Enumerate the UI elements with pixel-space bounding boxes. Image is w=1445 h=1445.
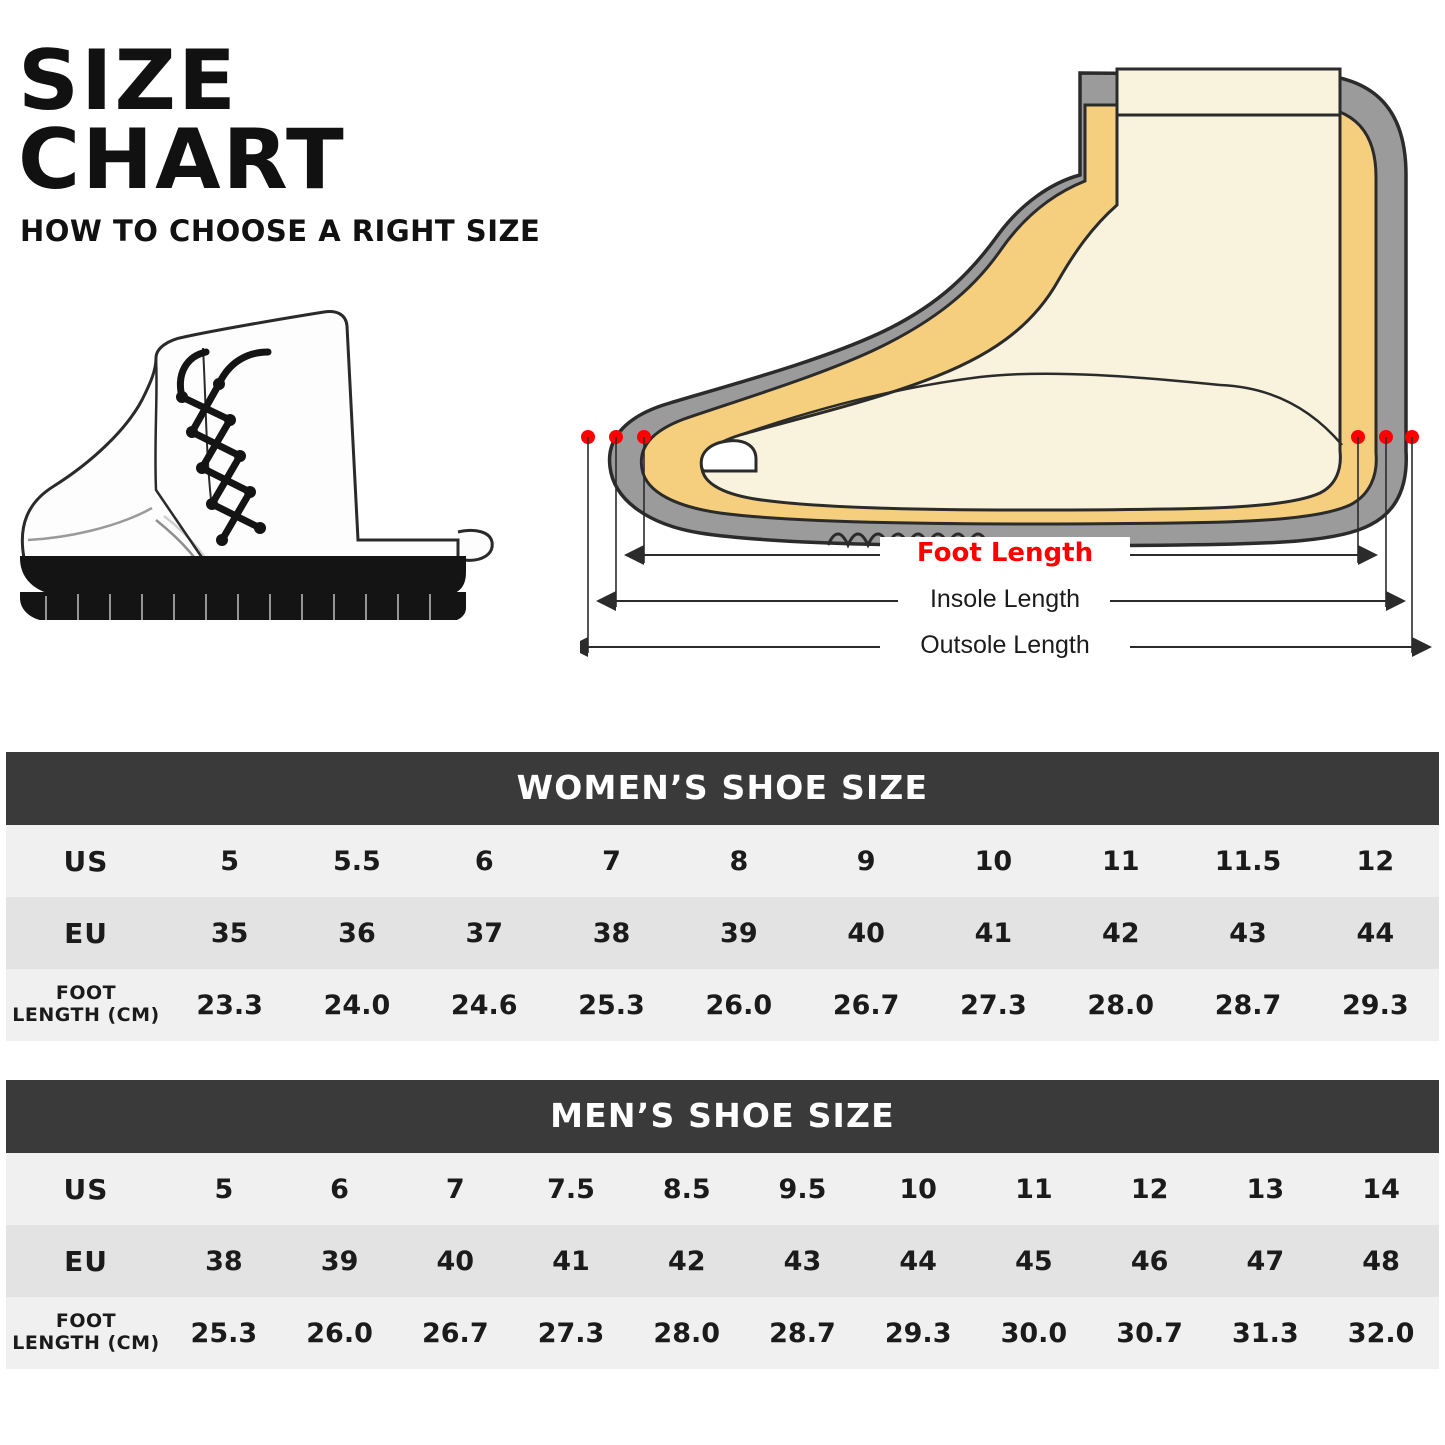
cell: 9.5 (745, 1153, 861, 1225)
cell: 25.3 (548, 969, 675, 1041)
foot-label-line2: LENGTH (CM) (12, 1004, 160, 1026)
cell: 40 (802, 897, 929, 969)
cell: 42 (629, 1225, 745, 1297)
cell: 46 (1092, 1225, 1208, 1297)
cell: 26.0 (675, 969, 802, 1041)
cell: 31.3 (1207, 1297, 1323, 1369)
table-row (6, 969, 1439, 1041)
row-label-eu: EU (6, 1225, 166, 1297)
cell: 40 (397, 1225, 513, 1297)
womens-size-table (6, 752, 1439, 1041)
outsole-length-label: Outsole Length (920, 631, 1090, 659)
row-label-us: US (6, 1153, 166, 1225)
cell: 44 (860, 1225, 976, 1297)
cell: 10 (860, 1153, 976, 1225)
table-row (6, 1153, 1439, 1225)
cell: 41 (930, 897, 1057, 969)
cell: 8 (675, 825, 802, 897)
mens-size-table (6, 1080, 1439, 1369)
cell: 25.3 (166, 1297, 282, 1369)
table-row (6, 825, 1439, 897)
cell: 38 (548, 897, 675, 969)
cell: 13 (1207, 1153, 1323, 1225)
foot-length-label: Foot Length (916, 538, 1094, 568)
header (18, 32, 578, 248)
cell: 24.0 (293, 969, 420, 1041)
cell: 47 (1207, 1225, 1323, 1297)
cell: 5 (166, 1153, 282, 1225)
cell: 12 (1312, 825, 1439, 897)
cell: 8.5 (629, 1153, 745, 1225)
cell: 11.5 (1184, 825, 1311, 897)
womens-table-heading: WOMEN’S SHOE SIZE (6, 752, 1439, 825)
cell: 5.5 (293, 825, 420, 897)
cell: 29.3 (860, 1297, 976, 1369)
cell: 44 (1312, 897, 1439, 969)
cell: 7.5 (513, 1153, 629, 1225)
cell: 37 (421, 897, 548, 969)
cell: 28.0 (1057, 969, 1184, 1041)
cell: 28.0 (629, 1297, 745, 1369)
cell: 29.3 (1312, 969, 1439, 1041)
cell: 10 (930, 825, 1057, 897)
cell: 28.7 (745, 1297, 861, 1369)
row-label-us: US (6, 825, 166, 897)
cell: 14 (1323, 1153, 1439, 1225)
cell: 26.0 (282, 1297, 398, 1369)
cell: 41 (513, 1225, 629, 1297)
cell: 11 (1057, 825, 1184, 897)
cell: 43 (745, 1225, 861, 1297)
page-title: SIZE CHART (18, 32, 346, 208)
row-label-eu: EU (6, 897, 166, 969)
cell: 26.7 (397, 1297, 513, 1369)
cell: 6 (282, 1153, 398, 1225)
cell: 38 (166, 1225, 282, 1297)
cell: 28.7 (1184, 969, 1311, 1041)
cell: 9 (802, 825, 929, 897)
cell: 39 (675, 897, 802, 969)
cell: 26.7 (802, 969, 929, 1041)
cell: 30.0 (976, 1297, 1092, 1369)
foot-measurement-diagram (580, 55, 1435, 685)
cell: 6 (421, 825, 548, 897)
cell: 27.3 (930, 969, 1057, 1041)
row-label-foot-length (6, 1297, 166, 1369)
table-row (6, 1297, 1439, 1369)
table-row (6, 1225, 1439, 1297)
boot-image (6, 240, 506, 620)
cell: 48 (1323, 1225, 1439, 1297)
cell: 42 (1057, 897, 1184, 969)
row-label-foot-length (6, 969, 166, 1041)
cell: 27.3 (513, 1297, 629, 1369)
cell: 7 (548, 825, 675, 897)
table-row (6, 897, 1439, 969)
foot-label-line1: FOOT (55, 1310, 117, 1333)
cell: 12 (1092, 1153, 1208, 1225)
foot-label-line2: LENGTH (CM) (12, 1332, 160, 1354)
foot-label-line1: FOOT (55, 982, 117, 1005)
cell: 7 (397, 1153, 513, 1225)
cell: 35 (166, 897, 293, 969)
insole-length-label: Insole Length (929, 585, 1081, 613)
cell: 5 (166, 825, 293, 897)
cell: 11 (976, 1153, 1092, 1225)
cell: 24.6 (421, 969, 548, 1041)
cell: 43 (1184, 897, 1311, 969)
cell: 23.3 (166, 969, 293, 1041)
cell: 32.0 (1323, 1297, 1439, 1369)
mens-table-heading: MEN’S SHOE SIZE (6, 1080, 1439, 1153)
cell: 45 (976, 1225, 1092, 1297)
page-subtitle: HOW TO CHOOSE A RIGHT SIZE (20, 213, 541, 248)
cell: 36 (293, 897, 420, 969)
cell: 30.7 (1092, 1297, 1208, 1369)
cell: 39 (282, 1225, 398, 1297)
